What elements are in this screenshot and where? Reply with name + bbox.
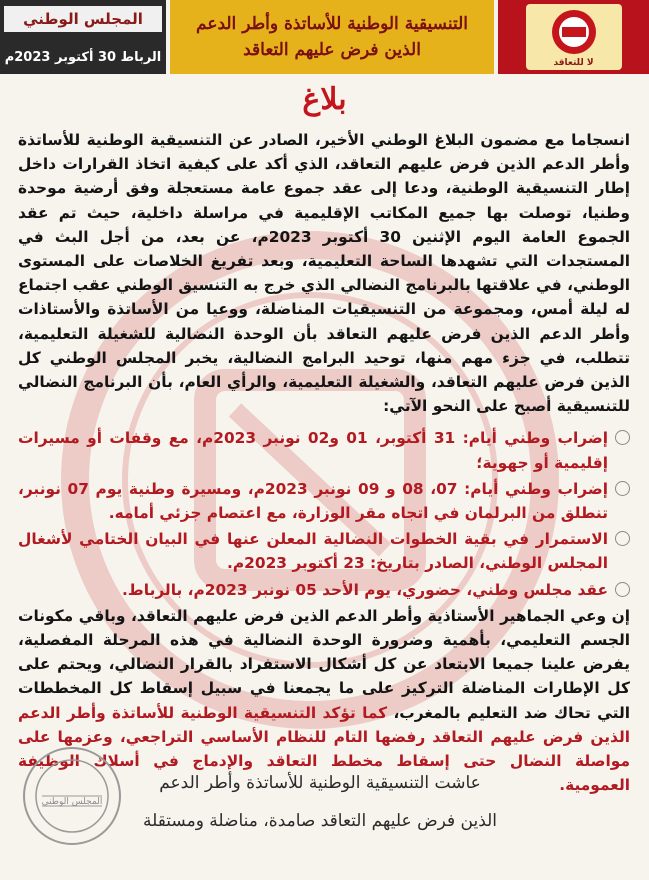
organization-name-line2: الذين فرض عليهم التعاقد — [243, 40, 421, 60]
list-item — [18, 527, 630, 575]
signature-line2: الذين فرض عليهم التعاقد صامدة، مناضلة ومستقلة — [142, 811, 498, 831]
list-item — [18, 578, 630, 602]
list-item-text: إضراب وطني أيام: 07، 08 و 09 نونبر 2023م، ومسيرة وطنية يوم 07 نونبر، تنطلق من البرلمان في اتجاه مقر الوزارة، مع اعتصام جزئي أمامه. — [18, 479, 608, 523]
organization-logo — [526, 4, 622, 70]
list-item-text: إضراب وطني أيام: 31 أكتوبر، 01 و02 نونبر 2023م، مع وقفات أو مسيرات إقليمية أو جهوية؛ — [18, 429, 608, 472]
stamp-label: المجلس الوطني — [41, 797, 103, 807]
council-badge: المجلس الوطني — [4, 6, 162, 32]
intro-paragraph: انسجاما مع مضمون البلاغ الوطني الأخير، الصادر عن التنسيقية الوطنية للأساتذة وأطر الدعم الذين فرض عليهم التعاقد، الذي أكد على كيفية اتخاذ القرارات داخل إطار التنسيقية الوطنية، ودعا إلى عقد جموع عامة مستعجلة وفق أرضية موحدة وطنيا، توصلت بها جميع المكاتب الإقليمية في مراسلة داخلية، حيث تم عقد الجموع العامة اليوم الإثنين 30 أكتوبر 2023م، عن بعد، من أجل البث في المستجدات التي تشهدها الساحة التعليمية، وبعد تفريغ الخلاصات على المستوى الوطني، في علاقتها بالبرنامج النضالي الذي خرج به التنسيق الوطني عقب اجتماع له ليلة أمس، ومجموعة من التنسيقيات المناضلة، ووعيا من الأساتذة والأستاذات وأطر الدعم الذين فرض عليهم التعاقد بأن الوحدة النضالية للشغيلة التعليمية، تتطلب، في جزء مهم منها، توحيد البرامج النضالية، يخبر المجلس الوطني كل الذين فرض عليهم التعاقد، والشغيلة التعليمية، والرأي العام، بأن البرنامج النضالي للتنسيقية أصبح على النحو الآتي: — [18, 131, 630, 416]
issue-date: الرباط 30 أكتوبر 2023م — [4, 49, 162, 65]
header-meta-block — [0, 0, 166, 74]
statement-body — [18, 128, 630, 797]
program-list — [18, 426, 630, 601]
list-item-text: الاستمرار في بقية الخطوات النضالية المعلن عنها في البيان الختامي لأشغال المجلس الوطني، الصادر بتاريخ: 23 أكتوبر 2023م. — [18, 530, 608, 573]
bullet-icon — [615, 582, 630, 597]
closing-text: إن وعي الجماهير الأستاذية وأطر الدعم الذين فرض عليهم التعاقد، وباقي مكونات الجسم التعليمي، بأهمية وضرورة الوحدة النضالية في هذه المرحلة المفصلية، يفرض علينا جميعا الابتعاد عن كل أشكال الاستفراد بالقرار النضالي، ويحتم على كل الإطارات المناضلة التركيز على ما يجمعنا في سبيل إسقاط كل المخططات التي تحاك ضد التعليم بالمغرب، — [18, 606, 630, 722]
closing-emphasis: كما تؤكد التنسيقية الوطنية للأساتذة وأطر الدعم الذين فرض عليهم التعاقد رفضها التام للنظام الأساسي التراجعي، وعزمها على مواصلة النضال حتى إسقاط مخطط التعاقد والإدماج في أسلاك الوظيفة العمومية. — [18, 703, 630, 795]
bullet-icon — [615, 430, 630, 445]
logo-caption: لا للتعاقد — [553, 58, 594, 68]
list-item — [18, 477, 630, 525]
council-stamp-icon — [20, 744, 124, 848]
signature-line1: عاشت التنسيقية الوطنية للأساتذة وأطر الدعم — [159, 773, 481, 793]
page-title: بلاغ — [302, 82, 347, 117]
organization-name-line1: التنسيقية الوطنية للأساتذة وأطر الدعم — [196, 14, 468, 34]
logo-block — [498, 0, 649, 74]
header-bar — [0, 0, 649, 74]
organization-banner — [170, 0, 494, 74]
list-item — [18, 426, 630, 474]
bullet-icon — [615, 531, 630, 546]
signature-block — [110, 764, 530, 840]
bullet-icon — [615, 481, 630, 496]
list-item-text: عقد مجلس وطني، حضوري، يوم الأحد 05 نونبر 2023م، بالرباط. — [121, 580, 608, 599]
